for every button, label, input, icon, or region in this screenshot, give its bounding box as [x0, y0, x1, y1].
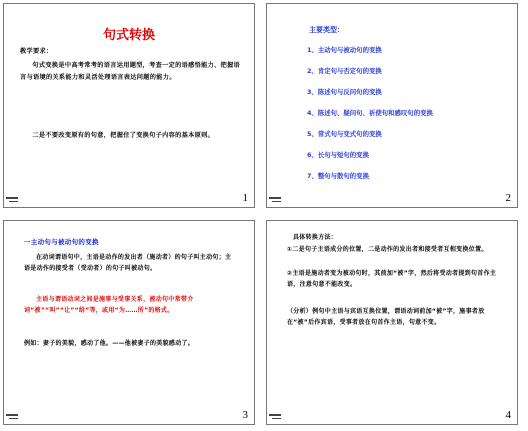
slide-icon: [269, 414, 281, 420]
slide-3-text-2: 主语与谓语动词之间是施事与受事关系，被动句中常带介词“被”“叫”“让”“给”等，或用“为……所”的格式。: [24, 296, 194, 314]
list-item: 3、陈述句与反问句的变换: [307, 88, 382, 96]
slide-1-text-1: 教学要求：: [20, 48, 53, 55]
slide-2-thumbnail[interactable]: [266, 3, 518, 208]
slide-icon: [269, 197, 281, 203]
list-item: 7、整句与散句的变换: [307, 172, 369, 180]
list-item: 6、长句与短句的变换: [307, 151, 369, 159]
slide-number: 1: [242, 192, 248, 204]
slide-3-text-3: 例如：妻子的美貌，感动了他。——他被妻子的美貌感动了。: [24, 340, 195, 347]
type-list: [307, 44, 433, 191]
slide-number: 3: [242, 409, 248, 421]
slide-4-text-4: （分析）例句中主语与宾语互换位置，谓语动词前加“被”字，施事者放在“被”后作宾语，受事者放在句首作主语，句意不变。: [287, 308, 485, 326]
list-item: 1、主动句与被动句的变换: [307, 46, 382, 54]
slide-1-text-3: 二是不要改变原有的句意，把握住了变换句子内容的基本原则。: [32, 132, 215, 139]
list-item: 4、陈述句、疑问句、祈使句和感叹句的变换: [307, 109, 433, 117]
slide-number: 2: [505, 192, 511, 204]
slide-2-heading: 主要类型：: [309, 26, 344, 34]
slide-1-text-2: 句式变换是中高考常考的语言运用题型，考查一定的语感悟能力、把握语言与语境的关系能力和灵活处理语言表达问题的能力。: [20, 62, 240, 81]
slide-4-text-2: ①二是句子主语成分的位置，二是动作的发出者和接受者互相变换位置。: [287, 246, 488, 253]
list-item: 2、肯定句与否定句的变换: [307, 67, 382, 75]
slide-1-thumbnail[interactable]: [3, 3, 255, 208]
slide-number: 4: [505, 409, 511, 421]
slide-1-title: 句式转换: [102, 28, 155, 43]
slide-3-thumbnail[interactable]: [3, 220, 255, 425]
slide-icon: [6, 414, 18, 420]
slide-3-heading: 一主动句与被动句的变换: [24, 238, 99, 246]
slide-4-thumbnail[interactable]: [266, 220, 518, 425]
slide-icon: [6, 197, 18, 203]
slide-3-text-1: 在动词谓语句中，主语是动作的发出者（施动者）的句子叫主动句；主语是动作的接受者（受动者）的句子叫被动句。: [24, 254, 232, 272]
slide-4-text-3: ②主语是施动者变为被动句时，其前加“被”字，然后将受动者提到句首作主语，注意句意不能改变。: [287, 270, 497, 288]
list-item: 5、常式句与变式句的变换: [307, 130, 382, 138]
slide-4-text-1: 具体转换方法：: [293, 234, 338, 241]
